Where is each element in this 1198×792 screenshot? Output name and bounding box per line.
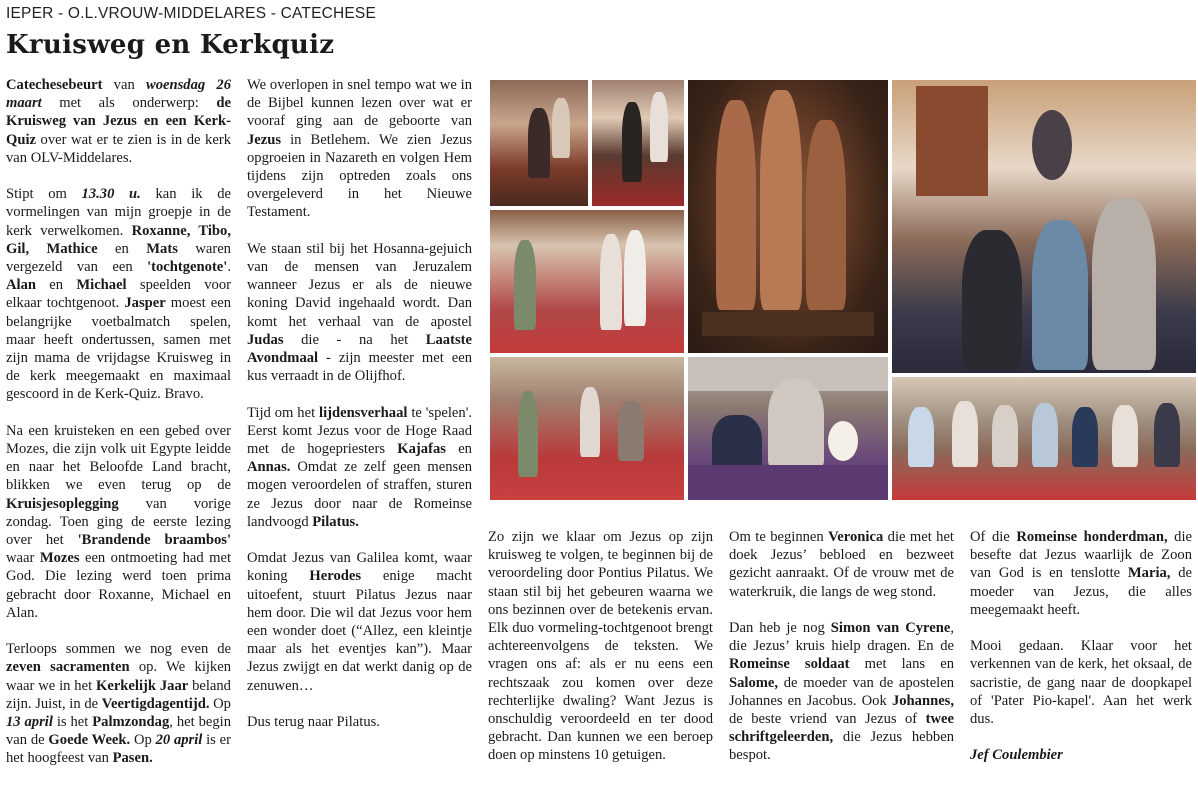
paragraph: Tijd om het lijdensverhaal te 'spelen'. Eerst komt Jezus voor de Hoge Raad met de hogepriesters Kajafas en Annas. Omdat ze zelf geen mensen mogen veroordelen of straffen, sturen ze Jezus door naar de Romeinse landvoogd Pilatus. [247,404,472,530]
article-column-5 [970,528,1192,783]
photo-group-seated-on-benches [892,377,1196,500]
paragraph: We overlopen in snel tempo wat we in de Bijbel kunnen lezen over wat er vooraf ging aan de geboorte van Jezus in Betlehem. We zien Jezus opgroeien in Nazareth en volgen Hem tijdens zijn optreden zoals ons overgeleverd in het Nieuwe Testament. [247,77,472,221]
paragraph: Om te beginnen Veronica die met het doek Jezus’ bebloed en bezweet gezicht aanraakt. Of de vrouw met de waterkruik, die langs de weg stond. [729,529,954,600]
photo-quiz-at-table [688,357,888,500]
paragraph: Terloops sommen we nog even de zeven sacramenten op. We kijken waar we in het Kerkelijk Jaar beland zijn. Juist, in de Veertigdagentijd. Op 13 april is het Palmzondag, het begin van de Goede Week. Op 20 april is er het hoogfeest van Pasen. [6,641,232,767]
article-column-4 [729,528,954,783]
paragraph: Dan heb je nog Simon van Cyrene, die Jezus’ kruis hielp dragen. En de Romeinse soldaat met lans en Salome, de moeder van de apostelen Johannes en Jacobus. Ook Johannes, de beste vriend van Jezus of twee schriftgeleerden, die Jezus hebben bespot. [729,620,954,764]
paragraph: Of die Romeinse honderdman, die besefte dat Jezus waarlijk de Zoon van God is en tenslotte Maria, de moeder van Jezus, die alles meegemaakt heeft. [970,529,1192,618]
paragraph: Zo zijn we klaar om Jezus op zijn kruisweg te volgen, te beginnen bij de veroordeling door Pontius Pilatus. We staan stil bij het gebeuren waarna we ons bezinnen over de betekenis ervan. Elk duo vormeling-tochtgenoot brengt achtereenvolgens de teksten. We vragen ons af: als er nu eens een rechtszaak zou komen over deze rechterlijke dwaling? Want Jezus is onschuldig veroordeeld en ter dood gebracht. Dan kunnen we een beroep doen op minstens 10 getuigen. [488,529,713,764]
paragraph: Catechesebeurt van woensdag 26 maart met als onderwerp: de Kruisweg van Jezus en een Kerk-Quiz over wat er te zien is in de kerk van OLV-Middelares. [6,77,231,166]
paragraph: Na een kruisteken en een gebed over Mozes, die zijn volk uit Egypte leidde en naar het Beloofde Land bracht, blikken we even terug op de Kruisjesoplegging van vorige zondag. Toen ging de eerste lezing over het 'Brandende braambos' waar Mozes een ontmoeting had met God. Die lezing werd toen prima gebracht door Roxanne, Michael en Alan. [6,422,232,621]
photo-collage [488,78,1196,504]
paragraph: Dus terug naar Pilatus. [247,714,380,731]
author-signature: Jef Coulembier [970,747,1063,764]
article-column-3 [488,528,713,783]
photo-children-reading-aloud [490,210,684,353]
photo-group-at-crucifixion-station [892,80,1196,373]
photo-girl-at-lectern [592,80,684,206]
paragraph: Stipt om 13.30 u. kan ik de vormelingen van mijn groepje in de kerk verwelkomen. Roxanne, Tibo, Gil, Mathice en Mats waren vergezeld van een 'tochtgenote'. Alan en Michael speelden voor elkaar tochtgenoot. Jasper moest een belangrijke voetbalmatch spelen, maar heeft ondertussen, samen met zijn mama de vrijdagse Kruisweg in de kerk meegemaakt en maximaal gescoord in de Kerk-Quiz. Bravo. [6,186,231,403]
article-column-2 [247,76,472,749]
article-headline: Kruisweg en Kerkquiz [6,30,335,60]
section-kicker: IEPER - O.L.VROUW-MIDDELARES - CATECHESE [6,5,377,22]
photo-station-sculpture [688,80,888,353]
paragraph: Mooi gedaan. Klaar voor het verkennen van de kerk, het oksaal, de sacristie, de gang naar de doopkapel of 'Pater Pio-kapel'. Aan het werk dus. [970,638,1192,728]
paragraph: Omdat Jezus van Galilea komt, waar koning Herodes enige macht uitoefent, stuurt Pilatus Jezus naar hem door. Die wil dat Jezus voor hem een wonder doet (“Allez, een kleintje maar als het eventjes kan”). Maar Jezus zwijgt en dat werkt danig op de zenuwen… [247,550,473,694]
photo-lectern-reading [490,80,588,206]
paragraph: We staan stil bij het Hosanna-gejuich van de mensen van Jeruzalem wanneer Jezus er als de nieuwe koning David ingehaald wordt. Dan komt het verhaal van de apostel Judas die - na het Laatste Avondmaal - zijn meester met een kus verraadt in de Olijfhof. [247,240,472,385]
photo-children-in-nave [490,357,684,500]
article-column-1 [6,76,231,786]
